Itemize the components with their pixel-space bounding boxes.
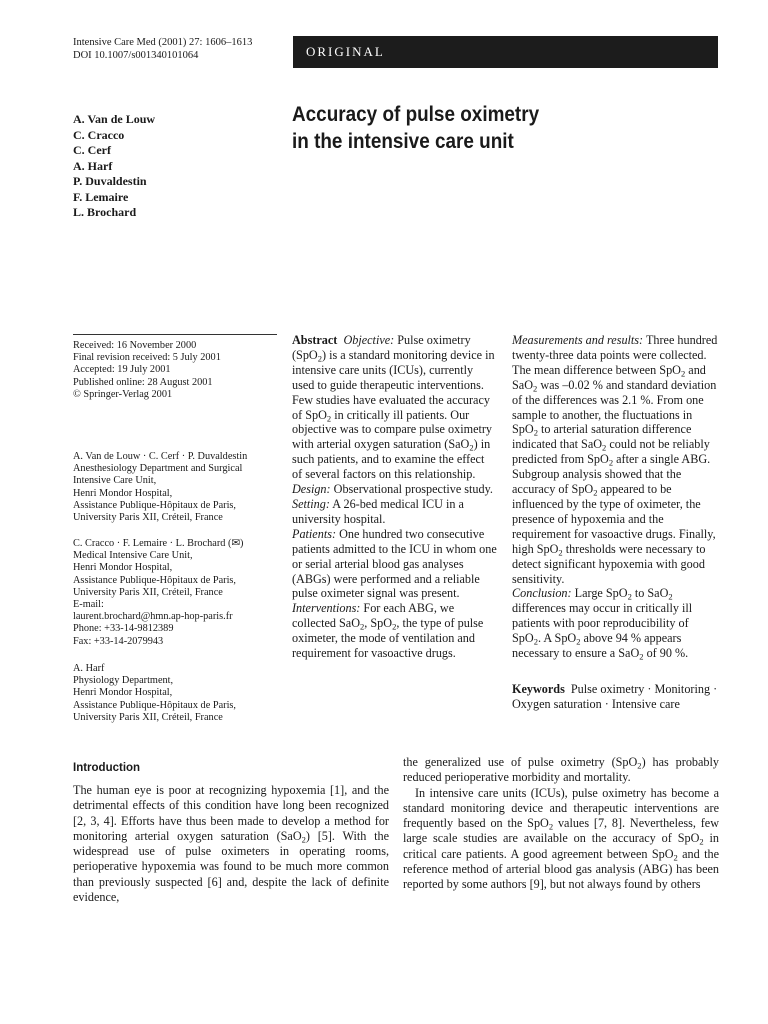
history-line: Accepted: 19 July 2001 — [73, 364, 171, 376]
intro-para1-cont-text: the generalized use of pulse oximetry (SpO$_2$) has probably reduced perioperative morbidity and mortality. — [403, 755, 719, 785]
intro-paragraph-1-cont — [403, 755, 719, 786]
author-name: A. Harf — [73, 158, 113, 173]
abstract-objective — [292, 333, 497, 482]
keywords-label: Keywords — [512, 682, 565, 696]
intro-paragraph-1 — [73, 783, 389, 905]
conclusion-label: Conclusion: — [512, 586, 572, 601]
intro-para2-text: In intensive care units (ICUs), pulse oximetry has become a standard monitoring device and therapeutic interventions are frequently based on the SpO$_2$ values [7, 8]. Nevertheless, few large scale studies are available on the accuracy of SpO$_2$ in critical care patients. A good agreement between SpO$_2$ and the reference method of arterial blood gas analysis (ABG) has been reported by some authors [9], but not always found by others — [403, 785, 720, 892]
abstract-measurements — [512, 333, 719, 586]
affiliation-line: Assistance Publique-Hôpitaux de Paris, — [73, 699, 237, 711]
abstract-label: Abstract — [292, 333, 338, 347]
author-name: A. Van de Louw — [73, 112, 156, 126]
keywords-text: Pulse oximetry · Monitoring · Oxygen saturation · Intensive care — [512, 682, 718, 711]
affiliation-line: Intensive Care Unit, — [73, 475, 157, 487]
affiliation-line: Fax: +33-14-2079943 — [73, 635, 164, 647]
affiliation-line: University Paris XII, Créteil, France — [73, 512, 223, 524]
patients-text: One hundred two consecutive patients admitted to the ICU in whom one or serial arterial blood gas analyses (ABGs) were performed and a reliable pulse oximeter signal was present. — [292, 526, 497, 601]
affiliation-line: A. Harf — [73, 663, 105, 674]
affiliation-line: Assistance Publique-Hôpitaux de Paris, — [73, 499, 237, 511]
divider — [73, 334, 277, 335]
article-title — [292, 101, 662, 155]
history-line: Final revision received: 5 July 2001 — [73, 352, 221, 364]
affiliation-line: Henri Mondor Hospital, — [73, 687, 173, 699]
affiliation-2 — [73, 538, 283, 648]
author-name: F. Lemaire — [73, 189, 129, 204]
intro-para1-text: The human eye is poor at recognizing hypoxemia [1], and the detrimental effects of this condition have long been recognized [2, 3, 4]. Efforts have thus been made to develop a method for monitoring arterial oxygen saturation (SaO$_2$) [5]. With the widespread use of pulse oximeters in operating rooms, perioperative hypoxemia was found to be much more common than previously suspected [6] and, despite the lack of definite evidence, — [73, 783, 390, 905]
affiliation-line: Physiology Department, — [73, 675, 174, 687]
setting-text: A 26-bed medical ICU in a university hospital. — [292, 496, 464, 526]
publication-history — [73, 340, 221, 401]
affiliation-line: Phone: +33-14-9812389 — [73, 623, 174, 635]
author-name: P. Duvaldestin — [73, 174, 147, 188]
abstract-column-1 — [292, 333, 497, 661]
affiliation-line: Henri Mondor Hospital, — [73, 562, 173, 574]
abstract-setting — [292, 497, 497, 527]
measurements-label: Measurements and results: — [512, 333, 644, 347]
introduction-column-2 — [403, 755, 719, 893]
introduction-column-1 — [73, 783, 389, 905]
affiliation-1 — [73, 451, 283, 524]
affiliation-line: University Paris XII, Créteil, France — [73, 711, 223, 723]
affiliation-line: laurent.brochard@hmn.ap-hop-paris.fr — [73, 611, 233, 623]
interventions-label: Interventions: — [292, 601, 361, 616]
affiliation-line: Medical Intensive Care Unit, — [73, 550, 193, 562]
setting-label: Setting: — [292, 496, 330, 511]
author-name: C. Cracco — [73, 127, 125, 142]
design-label: Design: — [292, 482, 331, 497]
citation: Intensive Care Med (2001) 27: 1606–1613 — [73, 37, 253, 48]
journal-citation — [73, 36, 252, 62]
keywords — [512, 682, 719, 712]
abstract-design — [292, 482, 497, 497]
abstract-interventions — [292, 601, 497, 661]
interventions-text: For each ABG, we collected SaO$_2$, SpO$_2$, the type of pulse oximeter, the mode of ventilation and requirement for vasoactive drugs. — [292, 601, 484, 661]
introduction-heading: Introduction — [73, 762, 141, 774]
design-text: Observational prospective study. — [333, 482, 493, 497]
section-label: ORIGINAL — [306, 44, 385, 59]
affiliation-line: Henri Mondor Hospital, — [73, 487, 173, 499]
abstract-conclusion — [512, 586, 719, 661]
history-line: Received: 16 November 2000 — [73, 340, 197, 351]
abstract-column-2 — [512, 333, 719, 661]
affiliation-line: Assistance Publique-Hôpitaux de Paris, — [73, 574, 237, 586]
affiliation-line: University Paris XII, Créteil, France — [73, 586, 223, 598]
abstract-patients — [292, 527, 497, 602]
affiliation-line: E-mail: — [73, 599, 104, 611]
doi: DOI 10.1007/s001340101064 — [73, 50, 199, 61]
history-line: © Springer-Verlag 2001 — [73, 388, 173, 400]
affiliation-3 — [73, 663, 283, 724]
title-line-2: in the intensive care unit — [292, 129, 514, 153]
author-name: L. Brochard — [73, 205, 137, 219]
objective-label: Objective: — [343, 333, 395, 347]
title-line-1: Accuracy of pulse oximetry — [292, 102, 540, 126]
patients-label: Patients: — [292, 526, 337, 541]
author-list — [73, 112, 155, 221]
conclusion-text: Large SpO$_2$ to SaO$_2$ differences may occur in critically ill patients with poor reproducibility of SpO$_2$. A SpO$_2$ above 94 % appears necessary to ensure a SaO$_2$ of 90 %. — [512, 586, 693, 662]
intro-paragraph-2 — [403, 786, 719, 893]
section-band — [293, 36, 718, 68]
affiliation-line: A. Van de Louw · C. Cerf · P. Duvaldestin — [73, 451, 248, 462]
history-line: Published online: 28 August 2001 — [73, 376, 213, 388]
affiliation-line: Anesthesiology Department and Surgical — [73, 463, 243, 475]
objective-text: Pulse oximetry (SpO$_2$) is a standard monitoring device in intensive care units (ICUs), currently used to guide therapeutic interventions. Few studies have evaluated the accuracy of SpO$_2$ in critically ill patients. Our objective was to compare pulse oximetry with arterial oxygen saturation (SaO$_2$) in such patients, and to examine the effect of several factors on this relationship. — [292, 333, 495, 482]
affiliation-line: C. Cracco · F. Lemaire · L. Brochard (✉) — [73, 538, 244, 549]
measurements-text: Three hundred twenty-three data points were collected. The mean difference between SpO$_2$ and SaO$_2$ was –0.02 % and standard deviation of the differences was 2.1 %. From one sample to another, the fluctuations in SpO$_2$ to arterial saturation difference indicated that SaO$_2$ could not be reliably predicted from SpO$_2$ after a single ABG. Subgroup analysis showed that the accuracy of SpO$_2$ appeared to be influenced by the type of oximeter, the presence of hypoxemia and the requirement for vasoactive drugs. Finally, high SpO$_2$ thresholds were necessary to detect significant hypoxemia with good sensitivity. — [512, 333, 718, 586]
author-name: C. Cerf — [73, 143, 111, 157]
